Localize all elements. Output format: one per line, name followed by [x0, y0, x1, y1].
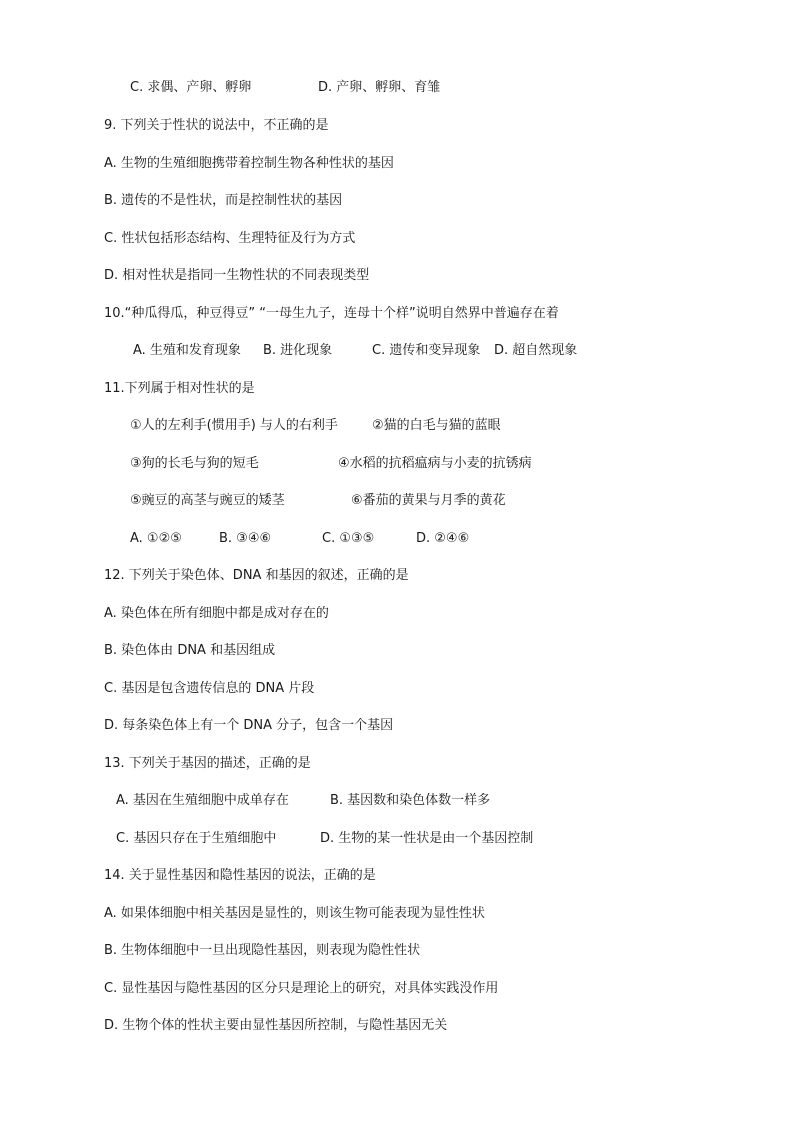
q11-option-b: B. ③④⑥ — [219, 531, 272, 546]
q14-option-a: A. 如果体细胞中相关基因是显性的，则该生物可能表现为显性性状 — [104, 906, 485, 921]
q14-option-b: B. 生物体细胞中一旦出现隐性基因，则表现为隐性性状 — [104, 943, 421, 958]
q12-option-a: A. 染色体在所有细胞中都是成对存在的 — [104, 606, 329, 621]
q14-option-d: D. 生物个体的性状主要由显性基因所控制，与隐性基因无关 — [104, 1018, 448, 1033]
q9-option-d: D. 相对性状是指同一生物性状的不同表现类型 — [104, 268, 370, 283]
q13-option-c: C. 基因只存在于生殖细胞中 — [116, 831, 277, 846]
q11-option-a: A. ①②⑤ — [130, 531, 182, 546]
q9-option-c: C. 性状包括形态结构、生理特征及行为方式 — [104, 231, 356, 246]
q9-stem: 9. 下列关于性状的说法中，不正确的是 — [104, 118, 329, 133]
q9-option-a: A. 生物的生殖细胞携带着控制生物各种性状的基因 — [104, 156, 394, 171]
q11-stem: 11.下列属于相对性状的是 — [104, 381, 255, 396]
q13-option-b: B. 基因数和染色体数一样多 — [330, 793, 491, 808]
q13-option-d: D. 生物的某一性状是由一个基因控制 — [320, 831, 534, 846]
q10-option-c: C. 遗传和变异现象 — [372, 343, 481, 358]
q12-option-b: B. 染色体由 DNA 和基因组成 — [104, 643, 276, 658]
q11-item-6: ⑥番茄的黄果与月季的黄花 — [351, 493, 506, 508]
q14-stem: 14. 关于显性基因和隐性基因的说法，正确的是 — [104, 868, 376, 883]
q11-item-4: ④水稻的抗稻瘟病与小麦的抗锈病 — [338, 456, 532, 471]
q11-option-c: C. ①③⑤ — [322, 531, 375, 546]
q8-option-c: C. 求偶、产卵、孵卵 — [130, 80, 252, 95]
q11-item-1: ①人的左利手(惯用手) 与人的右利手 — [130, 418, 338, 433]
q11-option-d: D. ②④⑥ — [416, 531, 470, 546]
q11-item-2: ②猫的白毛与猫的蓝眼 — [372, 418, 501, 433]
q10-stem: 10.“种瓜得瓜，种豆得豆” “一母生九子，连母十个样”说明自然界中普遍存在着 — [104, 306, 559, 321]
q14-option-c: C. 显性基因与隐性基因的区分只是理论上的研究，对具体实践没作用 — [104, 981, 499, 996]
q11-item-5: ⑤豌豆的高茎与豌豆的矮茎 — [130, 493, 285, 508]
q9-option-b: B. 遗传的不是性状，而是控制性状的基因 — [104, 193, 343, 208]
q12-option-c: C. 基因是包含遗传信息的 DNA 片段 — [104, 681, 315, 696]
q10-option-d: D. 超自然现象 — [494, 343, 578, 358]
q10-option-b: B. 进化现象 — [263, 343, 333, 358]
q12-option-d: D. 每条染色体上有一个 DNA 分子，包含一个基因 — [104, 718, 394, 733]
q12-stem: 12. 下列关于染色体、DNA 和基因的叙述，正确的是 — [104, 568, 409, 583]
q13-option-a: A. 基因在生殖细胞中成单存在 — [116, 793, 289, 808]
q11-item-3: ③狗的长毛与狗的短毛 — [130, 456, 259, 471]
q10-option-a: A. 生殖和发育现象 — [133, 343, 241, 358]
q8-option-d: D. 产卵、孵卵、育雏 — [318, 80, 441, 95]
q13-stem: 13. 下列关于基因的描述，正确的是 — [104, 756, 311, 771]
